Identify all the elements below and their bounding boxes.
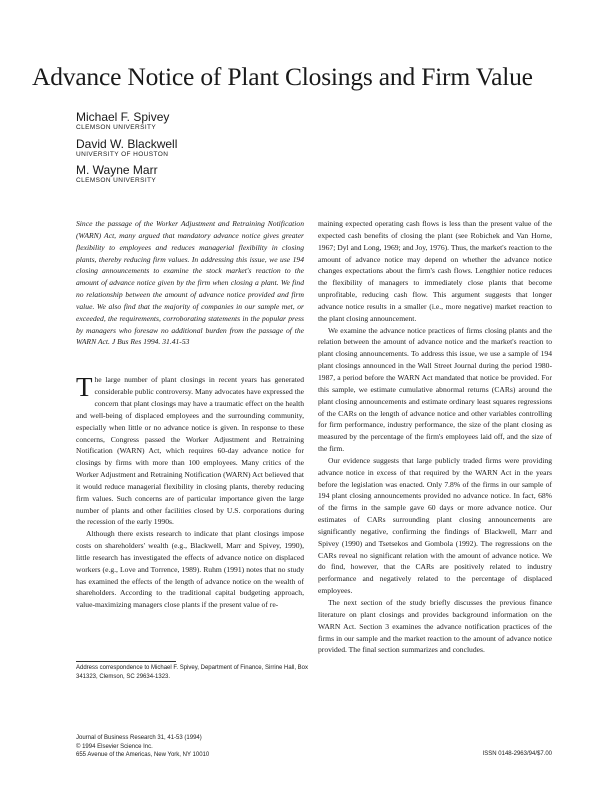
right-paragraph-3: Our evidence suggests that large publicly traded firms were providing advance notice in excess of that required by the WARN Act in the years before the legislation was enacted. Only 7.8% of the firms in our sample of 194 plant closing announcements provided no advance notice. In fact, 68% of the firms in the sample gave 60 days or more advance notice. Our estimates of CARs surrounding plant closing announcements are significantly negative, confirming the findings of Blackwell, Marr and Spivey (1990) and Tsetsekos and Gombola (1992). The regressions on the CARs reveal no significant relation with the amount of advance notice. We do find, however, that the CARs are positively related to industry performance and negatively related to the percentage of displaced employees. xyxy=(318,455,552,596)
intro-paragraph-1-text: he large number of plant closings in recent years has generated considerable public controversy. Many advocates have expressed the concern that plant closings may have a traumatic effect on the health and well-being of displaced employees and the surrounding community, especially when little or no advance notice is given. In response to these concerns, Congress passed the Worker Adjustment and Retraining Notification (WARN) Act, which requires 60-day advance notice for closings by firms with more than 100 employees. Many critics of the Worker Adjustment and Retraining Notification (WARN) Act believed that it would reduce managerial flexibility in closing plants, thereby reducing firm values. Such concerns are of particular importance given the large number of plants and other facilities closed by U.S. corporations during the recession of the early 1990s. xyxy=(76,375,304,527)
drop-cap: T xyxy=(76,372,93,403)
right-paragraph-1: maining expected operating cash flows is less than the present value of the expected cash benefits of closing the plant (see Robichek and Van Horne, 1967; Dyl and Long, 1969; and Joy, 1976). Thus, the market's reaction to the amount of advance notice may depend on whether the advance notice changes expectations about the firm's cash flows. Lengthier notice reduces the flexibility of managers to immediately close plants that become unprofitable, reducing cash flow. This argument suggests that longer advance notice results in a smaller (i.e., more negative) market reaction to the plant closing announcement. xyxy=(318,219,552,323)
author-affiliation: CLEMSON UNIVERSITY xyxy=(76,177,157,184)
left-column xyxy=(76,218,304,611)
author-name: Michael F. Spivey xyxy=(76,110,170,124)
correspondence-footnote: Address correspondence to Michael F. Spivey, Department of Finance, Sirrine Hall, Box 341323, Clemson, SC 29634-1323. xyxy=(76,665,308,680)
issn-line: ISSN 0148-2963/94/$7.00 xyxy=(482,751,552,757)
right-column xyxy=(318,218,552,656)
journal-citation: Journal of Business Research 31, 41-53 (1994) xyxy=(76,735,202,741)
intro-paragraph-2: Although there exists research to indicate that plant closings impose costs on shareholders' wealth (e.g., Blackwell, Marr and Spivey, 1990), little research has investigated the effects of advance notice on displaced workers (e.g., Love and Torrence, 1989). Ruhm (1991) notes that no study has examined the effects of the length of advance notice on the wealth of shareholders. According to the traditional capital budgeting approach, value-maximizing managers close plants if the present value of re- xyxy=(76,529,304,610)
author-block-2 xyxy=(76,137,177,159)
copyright-line: © 1994 Elsevier Science Inc. xyxy=(76,743,153,750)
footnote-divider xyxy=(76,661,176,662)
intro-paragraph-1 xyxy=(76,374,304,528)
right-paragraph-4: The next section of the study briefly discusses the previous finance literature on plant closings and provides background information on the WARN Act. Section 3 examines the advance notification practices of the firms in our sample and the market reaction to the amount of advance notice provided. The final section summarizes and concludes. xyxy=(318,598,552,655)
author-block-1 xyxy=(76,110,169,132)
paper-title: Advance Notice of Plant Closings and Firm Value xyxy=(32,62,533,91)
abstract: Since the passage of the Worker Adjustment and Retraining Notification (WARN) Act, many argued that mandatory advance notice gives greater flexibility to employees and reduces managerial flexibility in closing plants, thereby reducing firm values. In addressing this issue, we use 194 closing announcements to examine the stock market's reaction to the amount of advance notice given by the firm when closing a plant. We find no relationship between the amount of advance notice provided and firm value. We also find that the majority of companies in our sample met, or exceeded, the requirements, corroborating statements in the popular press by managers who foresaw no additional burden from the passage of the WARN Act. J Bus Res 1994. 31.41-53 xyxy=(76,219,304,347)
author-block-3 xyxy=(76,163,158,185)
author-affiliation: UNIVERSITY OF HOUSTON xyxy=(76,151,169,158)
publisher-address: 655 Avenue of the Americas, New York, NY 10010 xyxy=(76,752,210,758)
author-name: David W. Blackwell xyxy=(76,137,178,151)
author-name: M. Wayne Marr xyxy=(76,163,158,177)
author-affiliation: CLEMSON UNIVERSITY xyxy=(76,124,157,131)
right-paragraph-2: We examine the advance notice practices of firms closing plants and the relation between the amount of advance notice and the market's reaction to plant closing announcements. To address this issue, we use a sample of 194 plant closings announced in the Wall Street Journal during the period 1980-1987, a period before the WARN Act mandated that notice be provided. For this sample, we estimate cumulative abnormal returns (CARs) around the plant closing announcements and estimate ordinary least squares regressions of the CARs on the length of advance notice and other variables controlling for firm performance, industry performance, the size of the plant closing as measured by the percentage of the firm's employees laid off, and the size of the firm. xyxy=(318,325,552,454)
journal-info xyxy=(76,734,356,760)
